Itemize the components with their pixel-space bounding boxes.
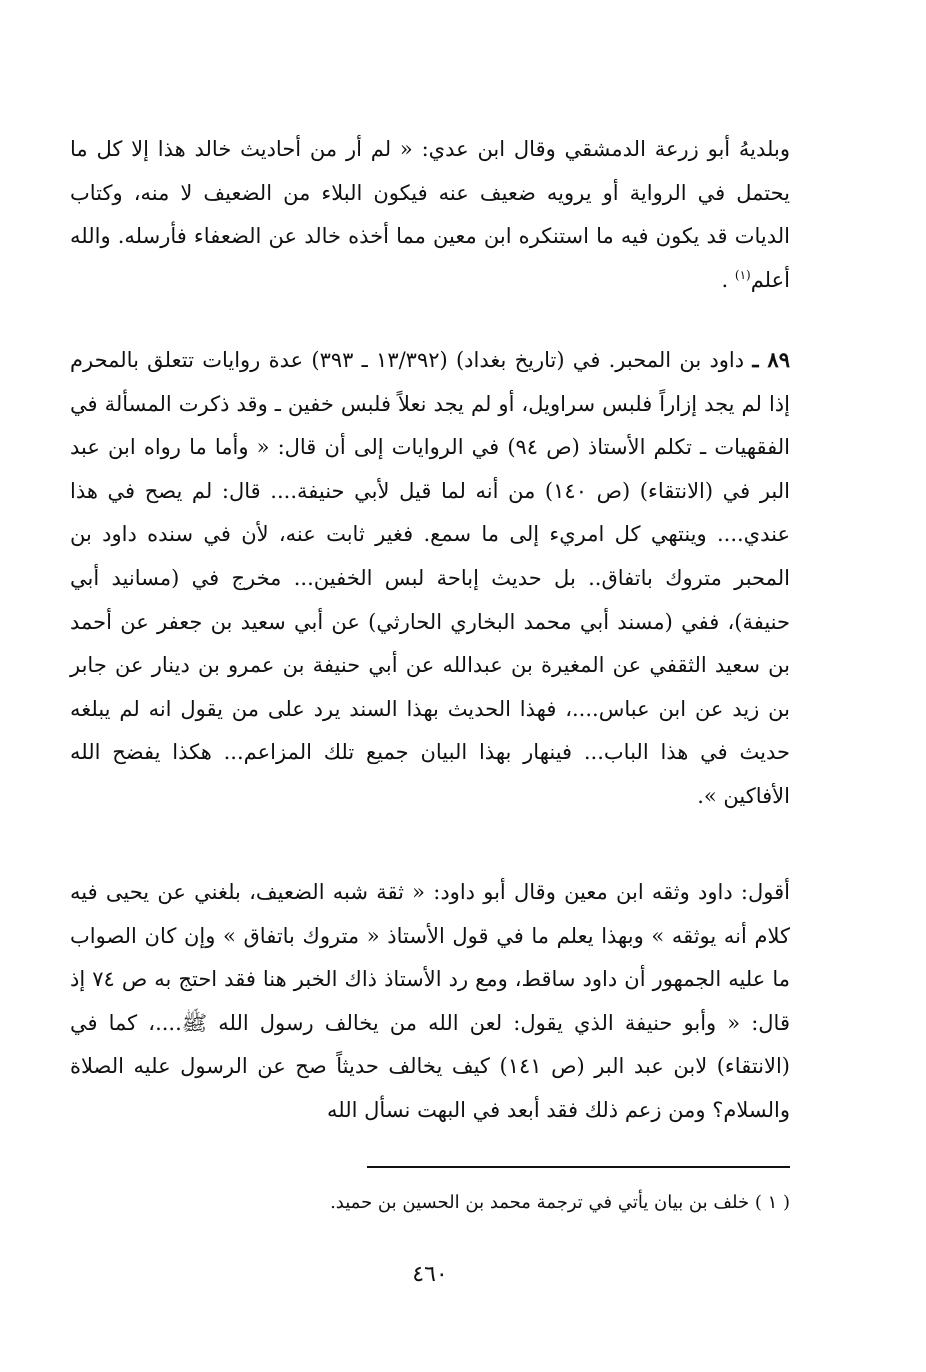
footnote-mark: ( ١ ) (754, 1192, 790, 1213)
document-page (70, 0, 790, 1372)
page-number: ٤٦٠ (412, 1262, 448, 1287)
paragraph-3 (70, 871, 790, 1133)
paragraph-1-text: وبلديهُ أبو زرعة الدمشقي وقال ابن عدي: « لم أر من أحاديث خالد هذا إلا كل ما يحتمل في الرواية أو يرويه ضعيف عنه فيكون البلاء من الضعيف لا منه، وكتاب الديات قد يكون فيه ما استنكره ابن معين مما أخذه خالد عن الضعفاء فأرسله. والله أعلم (70, 137, 790, 292)
paragraph-2-text: داود بن المحبر. في (تاريخ بغداد) (١٣/٣٩٢ ـ ٣٩٣) عدة روايات تتعلق بالمحرم إذا لم يجد إزاراً فلبس سراويل، أو لم يجد نعلاً فلبس خفين ـ وقد ذكرت المسألة في الفقهيات ـ تكلم الأستاذ (ص ٩٤) في الروايات إلى أن قال: « وأما ما رواه ابن عبد البر في (الانتقاء) (ص ١٤٠) من أنه لما قيل لأبي حنيفة.... قال: لم يصح في هذا عندي.... وينتهي كل امريء إلى ما سمع. فغير ثابت عنه، لأن في سنده داود بن المحبر متروك باتفاق.. بل حديث إباحة لبس الخفين... مخرج في (مسانيد أبي حنيفة)، ففي (مسند أبي محمد البخاري الحارثي) عن أبي سعيد بن جعفر عن أحمد بن سعيد الثقفي عن المغيرة بن عبدالله عن أبي حنيفة بن عمرو بن دينار عن جابر بن زيد عن ابن عباس....، فهذا الحديث بهذا السند يرد على من يقول انه لم يبلغه حديث في هذا الباب... فينهار بهذا البيان جميع تلك المزاعم... هكذا يفضح الله الأفاكين ». (70, 348, 791, 808)
paragraph-2 (70, 338, 790, 819)
paragraph-1 (70, 128, 790, 302)
paragraph-3-text: أقول: داود وثقه ابن معين وقال أبو داود: « ثقة شبه الضعيف، بلغني عن يحيى فيه كلام أنه يوثقه » وبهذا يعلم ما في قول الأستاذ « متروك باتفاق » وإن كان الصواب ما عليه الجمهور أن داود ساقط، ومع رد الأستاذ ذاك الخبر هنا فقد احتج به ص ٧٤ إذ قال: « وأبو حنيفة الذي يقول: لعن الله من يخالف رسول الله ﷺ....، كما في (الانتقاء) لابن عبد البر (ص ١٤١) كيف يخالف حديثاً صح عن الرسول عليه الصلاة والسلام؟ ومن زعم ذلك فقد أبعد في البهت نسأل الله (70, 880, 790, 1122)
footnote-text: خلف بن بيان يأتي في ترجمة محمد بن الحسين بن حميد. (330, 1192, 750, 1213)
footnote (70, 1188, 790, 1218)
footnote-reference: (١) (734, 267, 751, 282)
footnote-divider (367, 1166, 790, 1168)
entry-number: ٨٩ ـ (752, 347, 790, 372)
paragraph-1-end: . (721, 267, 729, 292)
